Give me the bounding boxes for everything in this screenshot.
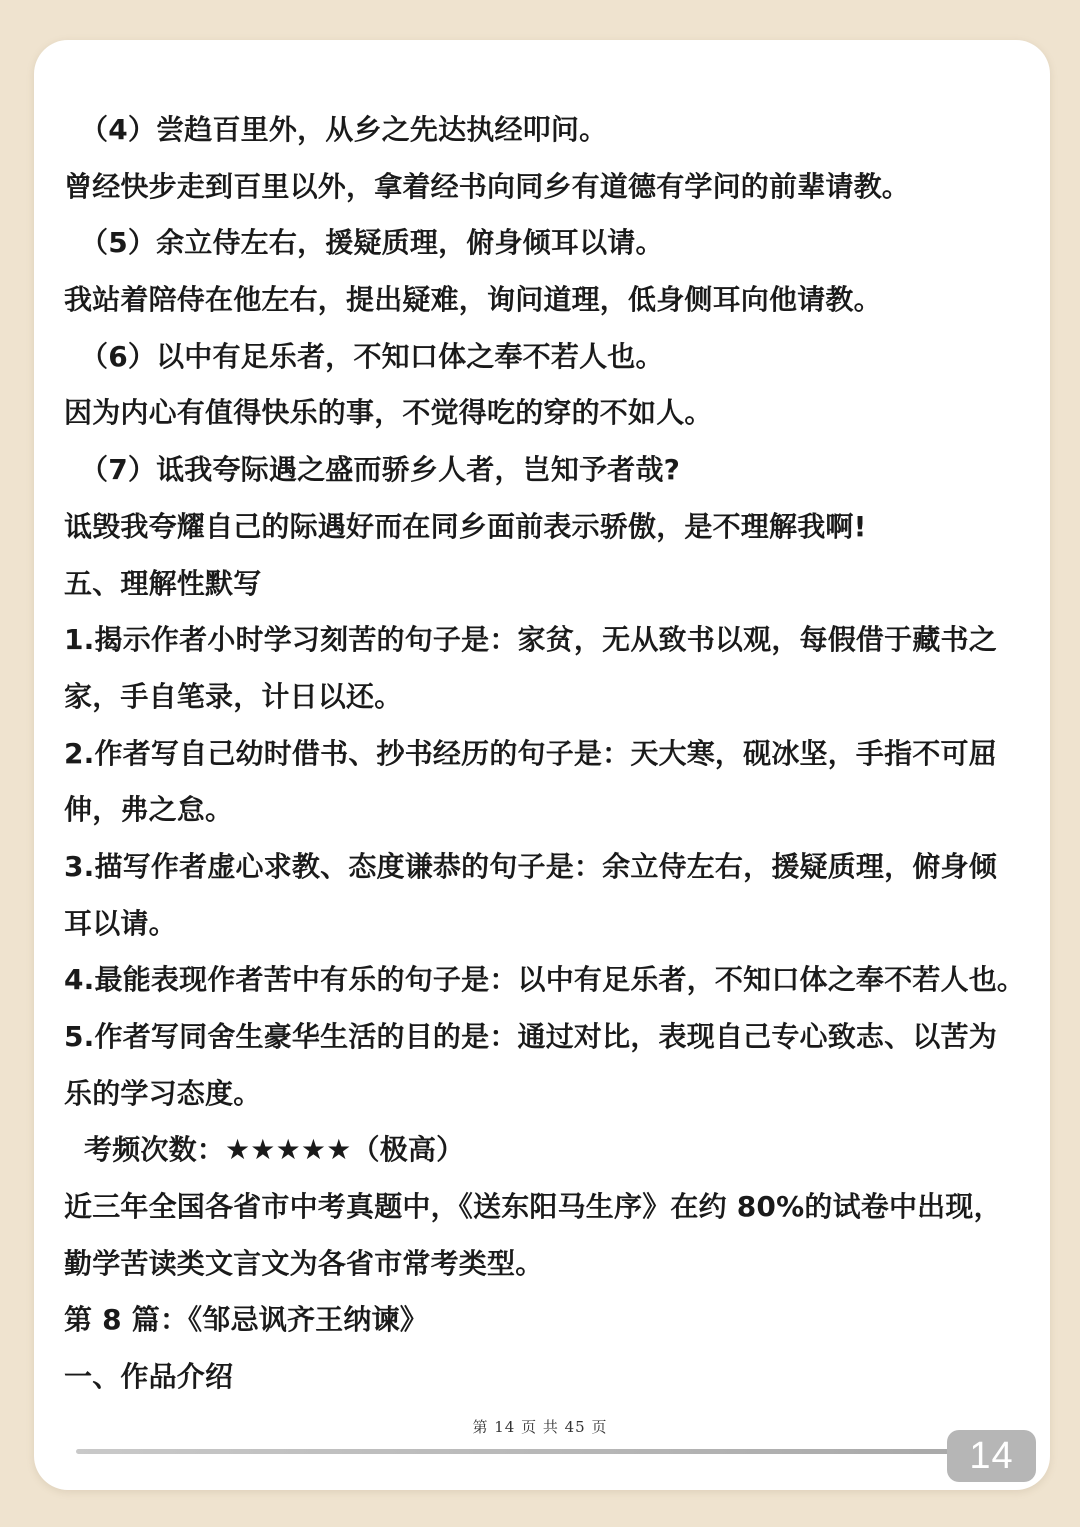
text-line-21: 勤学苦读类文言文为各省市常考类型。 [64, 1246, 544, 1280]
text-line-12: 2.作者写自己幼时借书、抄书经历的句子是：天大寒，砚冰坚，手指不可屈 [64, 736, 997, 770]
text-line-20: 近三年全国各省市中考真题中，《送东阳马生序》在约 80%的试卷中出现， [64, 1190, 1002, 1224]
document-body [64, 102, 1024, 1406]
text-line-4: 我站着陪侍在他左右，提出疑难，询问道理，低身侧耳向他请教。 [64, 283, 882, 317]
text-line-17: 5.作者写同舍生豪华生活的目的是：通过对比，表现自己专心致志、以苦为 [64, 1020, 997, 1053]
text-line-10: 1.揭示作者小时学习刻苦的句子是：家贫，无从致书以观，每假借于藏书之 [64, 623, 997, 657]
text-line-11: 家，手自笔录，计日以还。 [64, 679, 403, 713]
text-line-2: 曾经快步走到百里以外，拿着经书向同乡有道德有学问的前辈请教。 [64, 169, 911, 203]
text-line-16: 4.最能表现作者苦中有乐的句子是：以中有足乐者，不知口体之奉不若人也。 [64, 963, 1026, 997]
section-heading-1: 一、作品介绍 [64, 1360, 234, 1394]
text-line-3: （5）余立侍左右，援疑质理，俯身倾耳以请。 [80, 226, 664, 260]
text-line-15: 耳以请。 [64, 906, 177, 940]
text-line-7: （7）诋我夸际遇之盛而骄乡人者，岂知予者哉? [80, 453, 681, 487]
section-heading-5: 五、理解性默写 [64, 566, 262, 600]
text-line-13: 伸，弗之怠。 [64, 793, 234, 827]
chapter-title: 第 8 篇：《邹忌讽齐王纳谏》 [64, 1303, 428, 1337]
text-line-5: （6）以中有足乐者，不知口体之奉不若人也。 [80, 339, 664, 373]
text-line-6: 因为内心有值得快乐的事，不觉得吃的穿的不如人。 [64, 396, 713, 430]
text-line-14: 3.描写作者虚心求教、态度谦恭的句子是：余立侍左右，援疑质理，俯身倾 [64, 849, 997, 883]
text-line-1: （4）尝趋百里外，从乡之先达执经叩问。 [80, 113, 608, 146]
text-line-18: 乐的学习态度。 [64, 1076, 262, 1110]
page-footer-text: 第 14 页 共 45 页 [472, 1418, 608, 1436]
page-number-badge: 14 [947, 1430, 1036, 1482]
exam-frequency: 考频次数：★★★★★（极高） [84, 1133, 465, 1167]
text-line-8: 诋毁我夸耀自己的际遇好而在同乡面前表示骄傲，是不理解我啊! [64, 509, 867, 543]
footer-divider [76, 1449, 956, 1454]
